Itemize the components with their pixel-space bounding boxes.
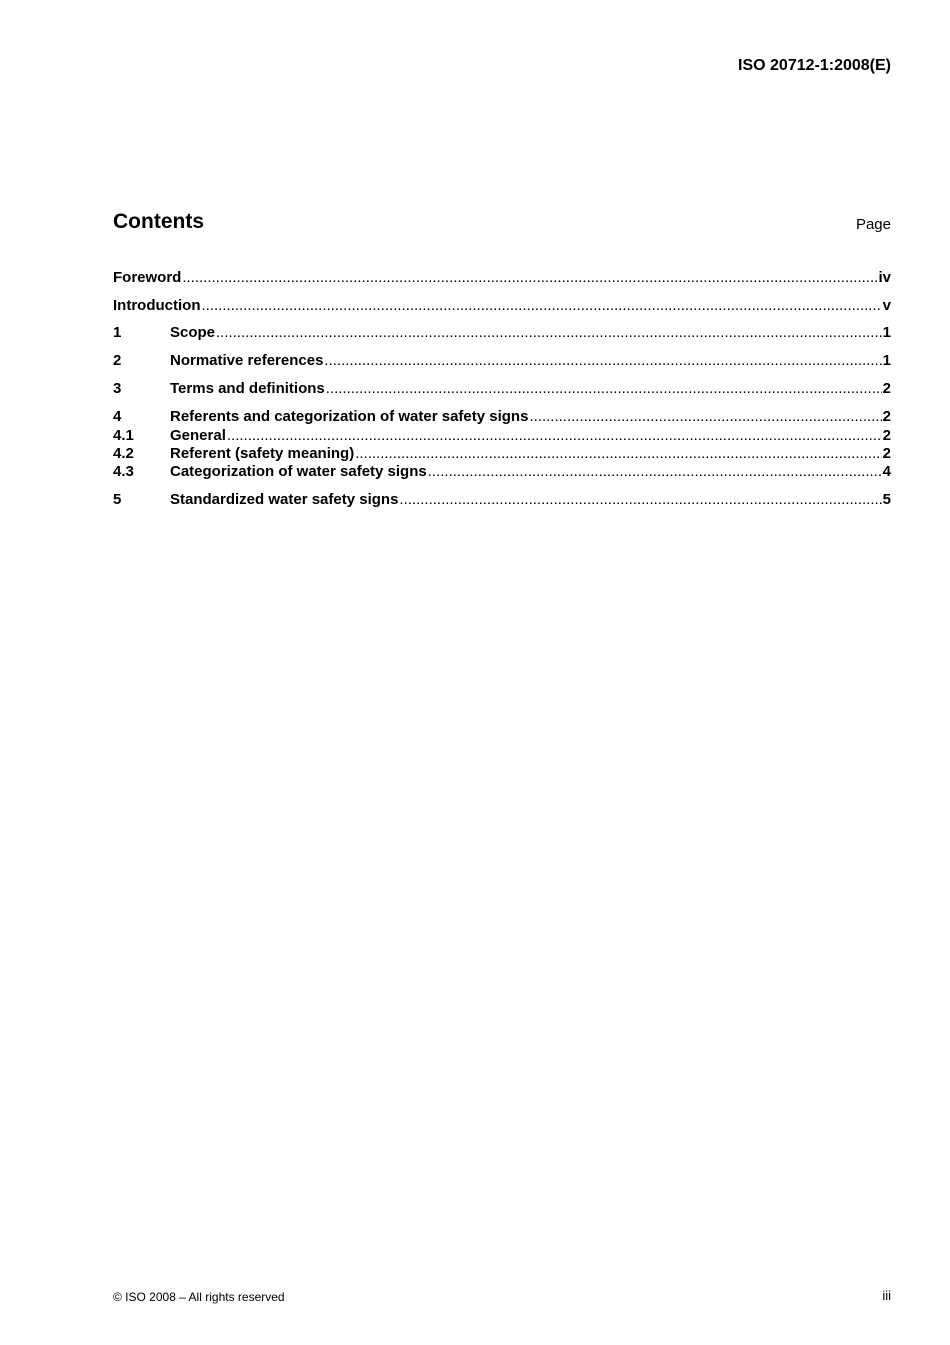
toc-entry-page: 1 xyxy=(882,352,891,369)
toc-entry-title: Normative references xyxy=(170,352,324,369)
toc-entry-page: 1 xyxy=(882,324,891,341)
toc-dot-leader xyxy=(399,491,881,509)
table-of-contents xyxy=(113,0,891,600)
toc-dot-leader xyxy=(529,408,881,426)
toc-entry-page: 2 xyxy=(882,445,891,462)
toc-dot-leader xyxy=(216,324,882,342)
toc-dot-leader xyxy=(182,269,877,287)
toc-entry-page: 2 xyxy=(882,380,891,397)
toc-entry-number: 4.1 xyxy=(113,427,134,444)
toc-dot-leader xyxy=(227,427,882,445)
toc-entry-page: v xyxy=(882,297,891,314)
toc-dot-leader xyxy=(201,297,881,315)
document-id: ISO 20712-1:2008(E) xyxy=(738,57,891,74)
toc-entry-terms-and-definitions[interactable] xyxy=(113,380,891,398)
toc-entry-number: 4.2 xyxy=(113,445,134,462)
page-column-label: Page xyxy=(855,216,891,233)
toc-entry-title: Terms and definitions xyxy=(170,380,325,397)
toc-entry-title: General xyxy=(170,427,226,444)
toc-entry-standardized-water-safety-signs[interactable] xyxy=(113,491,891,509)
toc-entry-number: 2 xyxy=(113,352,122,369)
toc-entry-title: Scope xyxy=(170,324,216,341)
toc-entry-page: 2 xyxy=(882,408,891,425)
toc-entry-title: Categorization of water safety signs xyxy=(170,463,427,480)
toc-entry-number: 1 xyxy=(113,324,122,341)
toc-entry-number: 4.3 xyxy=(113,463,134,480)
toc-entry-number: 3 xyxy=(113,380,122,397)
toc-entry-scope[interactable] xyxy=(113,324,891,342)
toc-entry-title: Standardized water safety signs xyxy=(170,491,399,508)
toc-entry-referent-safety-meaning[interactable] xyxy=(113,445,891,463)
toc-entry-title: Referent (safety meaning) xyxy=(170,445,355,462)
toc-entry-general[interactable] xyxy=(113,427,891,445)
toc-entry-title: Introduction xyxy=(113,297,201,314)
toc-entry-title: Referents and categorization of water safety signs xyxy=(170,408,529,425)
toc-dot-leader xyxy=(355,445,881,463)
toc-entry-referents-and-categorization[interactable] xyxy=(113,408,891,426)
toc-dot-leader xyxy=(324,352,881,370)
toc-entry-page: iv xyxy=(878,269,891,286)
footer-page-number: iii xyxy=(882,1288,891,1303)
toc-entry-page: 2 xyxy=(882,427,891,444)
toc-entry-number: 5 xyxy=(113,491,122,508)
toc-dot-leader xyxy=(428,463,882,481)
toc-entry-introduction[interactable] xyxy=(113,297,891,315)
toc-entry-normative-references[interactable] xyxy=(113,352,891,370)
toc-entry-title: Foreword xyxy=(113,269,182,286)
toc-dot-leader xyxy=(326,380,882,398)
toc-entry-page: 4 xyxy=(882,463,891,480)
toc-entry-categorization-of-water-safety-signs[interactable] xyxy=(113,463,891,481)
toc-entry-page: 5 xyxy=(882,491,891,508)
toc-entry-foreword[interactable] xyxy=(113,269,891,287)
toc-entry-number: 4 xyxy=(113,408,122,425)
footer-copyright: © ISO 2008 – All rights reserved xyxy=(113,1290,285,1304)
contents-heading: Contents xyxy=(113,210,204,233)
